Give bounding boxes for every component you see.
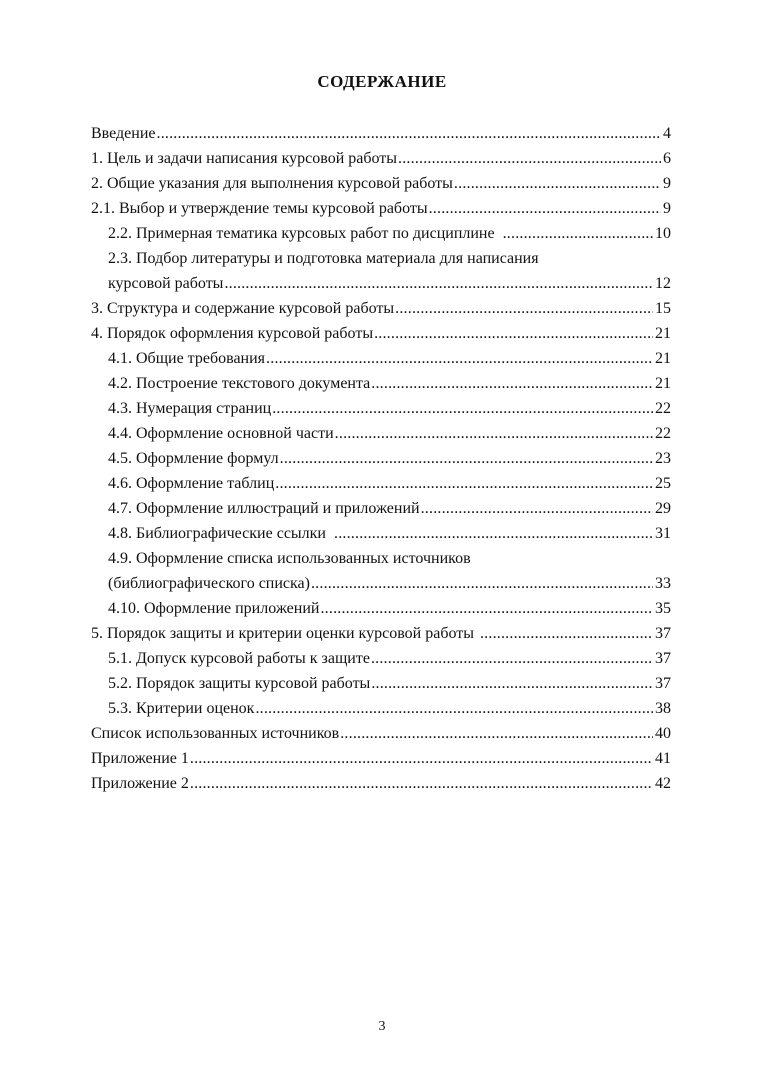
dot-leader xyxy=(398,146,661,171)
dot-leader xyxy=(395,296,653,321)
toc-entry-page: 9 xyxy=(663,200,671,217)
toc-entry-label: Приложение 1 xyxy=(91,750,189,767)
toc-entry-section-5-2 xyxy=(91,671,671,696)
toc-entry-section-2-3 xyxy=(91,246,671,296)
toc-entry-label: 4.7. Оформление иллюстраций и приложений xyxy=(108,500,420,517)
toc-entry-label: 4.1. Общие требования xyxy=(108,350,266,367)
toc-entry-page: 21 xyxy=(655,325,671,342)
dot-leader xyxy=(371,371,653,396)
toc-entry-page: 22 xyxy=(655,425,671,442)
dot-leader xyxy=(334,521,653,546)
toc-entry-page: 6 xyxy=(663,150,671,167)
toc-entry-label: 5.3. Критерии оценок xyxy=(108,700,255,717)
dot-leader xyxy=(320,596,653,621)
dot-leader xyxy=(340,721,653,746)
toc-entry-page: 4 xyxy=(663,125,671,142)
toc-entry-page: 37 xyxy=(655,650,671,667)
dot-leader xyxy=(311,571,653,596)
toc-entry-page: 37 xyxy=(655,625,671,642)
toc-entry-section-4-10 xyxy=(91,596,671,621)
dot-leader xyxy=(157,121,662,146)
toc-entry-label: 4.6. Оформление таблиц xyxy=(108,475,275,492)
toc-entry-page: 41 xyxy=(655,750,671,767)
toc-entry-page: 38 xyxy=(655,700,671,717)
toc-entry-section-1 xyxy=(91,146,671,171)
toc-entry-label: 5. Порядок защиты и критерии оценки курсовой работы xyxy=(91,625,474,642)
dot-leader xyxy=(266,346,653,371)
toc-entry-label: 4.4. Оформление основной части xyxy=(108,425,334,442)
toc-entry-label: 4.10. Оформление приложений xyxy=(108,600,320,617)
dot-leader xyxy=(255,696,653,721)
toc-entry-page: 25 xyxy=(655,475,671,492)
toc-entry-label: 3. Структура и содержание курсовой работы xyxy=(91,300,395,317)
toc-entry-section-4-4 xyxy=(91,421,671,446)
toc-entry-label: 2. Общие указания для выполнения курсовой работы xyxy=(91,175,453,192)
toc-entry-page: 10 xyxy=(655,225,671,242)
dot-leader xyxy=(275,471,653,496)
dot-leader xyxy=(421,496,653,521)
toc-entry-label: 5.2. Порядок защиты курсовой работы xyxy=(108,675,371,692)
toc-entry-page: 22 xyxy=(655,400,671,417)
toc-entry-page: 33 xyxy=(655,575,671,592)
toc-entry-page: 35 xyxy=(655,600,671,617)
toc-entry-label: 4. Порядок оформления курсовой работы xyxy=(91,325,374,342)
toc-entry-label: 1. Цель и задачи написания курсовой работы xyxy=(91,150,398,167)
toc-entry-label: 4.5. Оформление формул xyxy=(108,450,279,467)
toc-entry-section-5-1 xyxy=(91,646,671,671)
toc-entry-page: 37 xyxy=(655,675,671,692)
toc-entry-page: 29 xyxy=(655,500,671,517)
toc-entry-section-4-6 xyxy=(91,471,671,496)
toc-entry-label: 4.3. Нумерация страниц xyxy=(108,400,272,417)
toc-entry-appendix-2 xyxy=(91,771,671,796)
toc-entry-page: 40 xyxy=(655,725,671,742)
toc-entry-label-continued: курсовой работы xyxy=(108,275,224,292)
toc-entry-label: 4.9. Оформление списка использованных источников xyxy=(108,550,471,567)
toc-entry-section-4-9 xyxy=(91,546,671,596)
toc-entry-section-3 xyxy=(91,296,671,321)
toc-entry-label-continued: (библиографического списка) xyxy=(108,575,310,592)
toc-entry-page: 31 xyxy=(655,525,671,542)
toc-entry-page: 21 xyxy=(655,350,671,367)
toc-entry-page: 42 xyxy=(655,775,671,792)
toc-entry-section-2 xyxy=(91,171,671,196)
dot-leader xyxy=(503,221,653,246)
dot-leader xyxy=(190,771,653,796)
toc-entry-section-5 xyxy=(91,621,671,646)
dot-leader xyxy=(480,621,653,646)
toc-entry-label: 4.8. Библиографические ссылки xyxy=(108,525,326,542)
toc-entry-section-5-3 xyxy=(91,696,671,721)
toc-entry-label: 2.3. Подбор литературы и подготовка материала для написания xyxy=(108,250,539,267)
dot-leader xyxy=(224,271,653,296)
toc-entry-page: 9 xyxy=(663,175,671,192)
toc-entry-label: 5.1. Допуск курсовой работы к защите xyxy=(108,650,370,667)
toc-entry-section-4-1 xyxy=(91,346,671,371)
toc-entry-section-2-1 xyxy=(91,196,671,221)
toc-entry-label: 4.2. Построение текстового документа xyxy=(108,375,371,392)
toc-entry-introduction xyxy=(91,121,671,146)
toc-entry-section-2-2 xyxy=(91,221,671,246)
table-of-contents xyxy=(91,121,671,796)
page-number: 3 xyxy=(378,1019,386,1034)
toc-entry-references xyxy=(91,721,671,746)
toc-entry-section-4-3 xyxy=(91,396,671,421)
dot-leader xyxy=(371,646,653,671)
toc-entry-appendix-1 xyxy=(91,746,671,771)
toc-entry-section-4-5 xyxy=(91,446,671,471)
toc-entry-section-4-2 xyxy=(91,371,671,396)
toc-entry-label: Введение xyxy=(91,125,156,142)
toc-entry-page: 23 xyxy=(655,450,671,467)
toc-entry-page: 12 xyxy=(655,275,671,292)
toc-entry-label: Приложение 2 xyxy=(91,775,189,792)
dot-leader xyxy=(335,421,653,446)
toc-entry-page: 21 xyxy=(655,375,671,392)
toc-entry-section-4-8 xyxy=(91,521,671,546)
dot-leader xyxy=(454,171,661,196)
toc-entry-page: 15 xyxy=(655,300,671,317)
toc-entry-label: Список использованных источников xyxy=(91,725,340,742)
dot-leader xyxy=(371,671,653,696)
dot-leader xyxy=(280,446,653,471)
toc-entry-label: 2.2. Примерная тематика курсовых работ по дисциплине xyxy=(108,225,495,242)
dot-leader xyxy=(190,746,653,771)
dot-leader xyxy=(429,196,661,221)
toc-entry-section-4 xyxy=(91,321,671,346)
document-title: СОДЕРЖАНИЕ xyxy=(317,72,447,91)
toc-entry-label: 2.1. Выбор и утверждение темы курсовой работы xyxy=(91,200,428,217)
toc-entry-section-4-7 xyxy=(91,496,671,521)
dot-leader xyxy=(272,396,653,421)
dot-leader xyxy=(374,321,653,346)
